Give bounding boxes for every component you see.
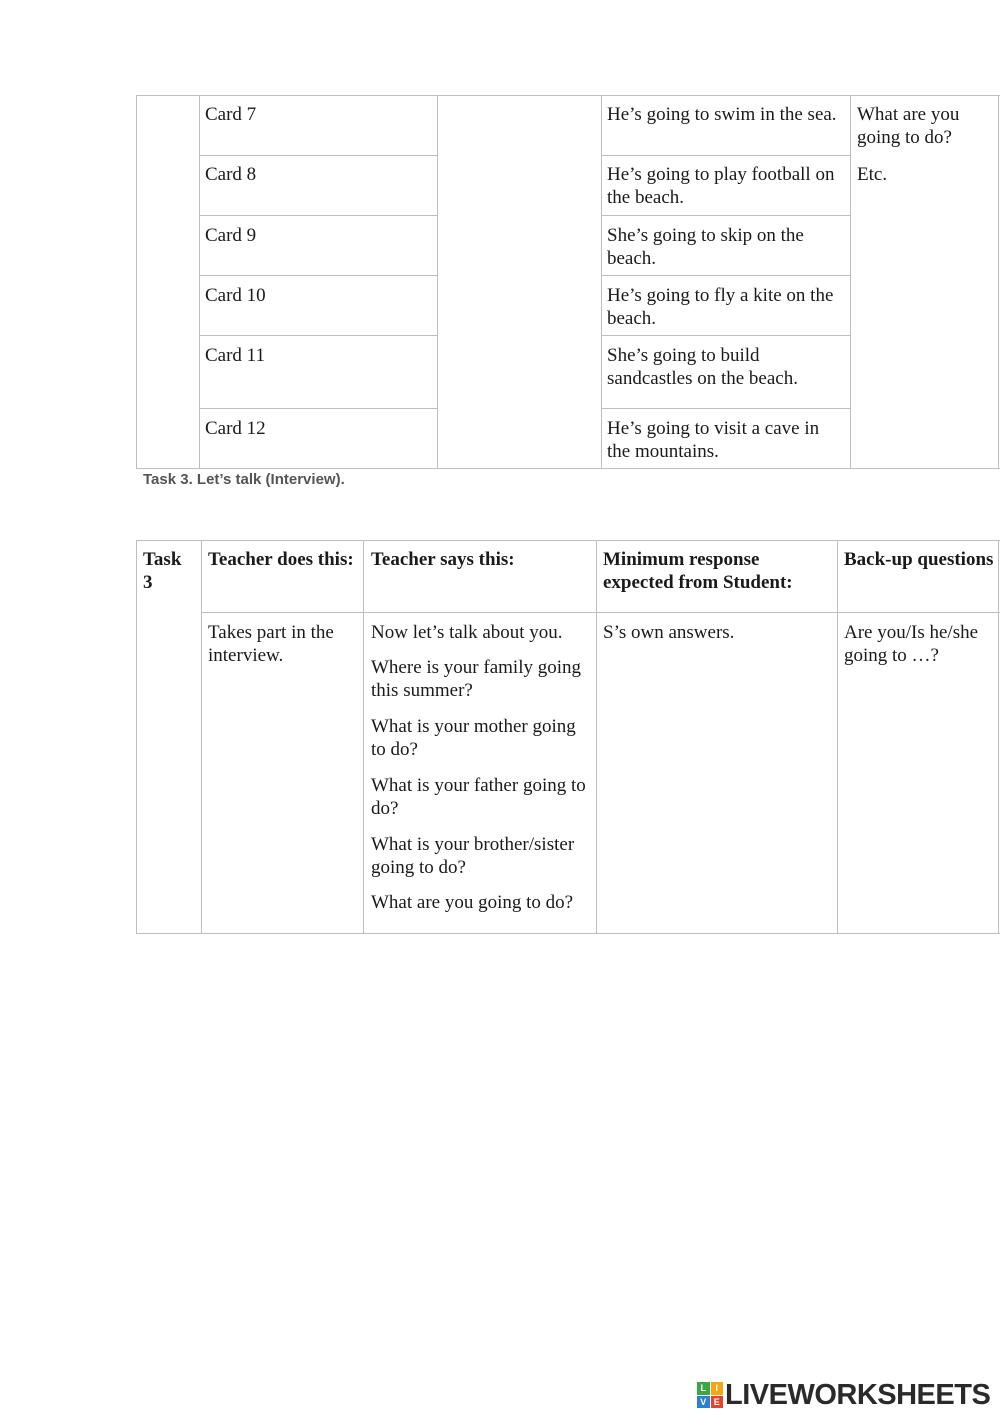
card-label: Card 9 bbox=[205, 225, 257, 246]
expected-response: He’s going to fly a kite on the beach. bbox=[607, 285, 834, 329]
teacher-says-line: What is your father going to do? bbox=[371, 775, 586, 819]
expected-response: She’s going to skip on the beach. bbox=[607, 225, 804, 269]
teacher-says-line: Now let’s talk about you. bbox=[371, 622, 563, 643]
teacher-says-line: What are you going to do? bbox=[371, 892, 574, 913]
header-backup: Back-up questions bbox=[844, 549, 994, 570]
card-label: Card 10 bbox=[205, 285, 266, 306]
header-task: Task 3 bbox=[143, 549, 182, 593]
teacher-does-text: Takes part in the interview. bbox=[208, 622, 334, 666]
teacher-says-line: What is your brother/sister going to do? bbox=[371, 834, 575, 878]
liveworksheets-logo bbox=[697, 1378, 990, 1412]
teacher-says-line: Where is your family going this summer? bbox=[371, 657, 582, 701]
backup-text: Are you/Is he/she going to …? bbox=[844, 622, 979, 666]
header-teacher-does: Teacher does this: bbox=[208, 549, 354, 570]
card-label: Card 12 bbox=[205, 418, 266, 439]
card-label: Card 8 bbox=[205, 164, 257, 185]
task3-caption: Task 3. Let’s talk (Interview). bbox=[143, 471, 345, 488]
header-teacher-says: Teacher says this: bbox=[371, 549, 515, 570]
backup-etc: Etc. bbox=[857, 164, 888, 185]
expected-response: He’s going to play football on the beach. bbox=[607, 164, 835, 208]
min-response-text: S’s own answers. bbox=[603, 622, 735, 643]
expected-response: He’s going to swim in the sea. bbox=[607, 104, 837, 125]
backup-question: What are you going to do? bbox=[857, 104, 960, 148]
expected-response: She’s going to build sandcastles on the beach. bbox=[607, 345, 798, 389]
teacher-says-line: What is your mother going to do? bbox=[371, 716, 576, 760]
card-label: Card 7 bbox=[205, 104, 257, 125]
logo-text: LIVEWORKSHEETS bbox=[725, 1378, 991, 1411]
logo-mark-icon: L I V E bbox=[697, 1382, 723, 1408]
card-label: Card 11 bbox=[205, 345, 265, 366]
expected-response: He’s going to visit a cave in the mountains. bbox=[607, 418, 820, 462]
header-min-response: Minimum response expected from Student: bbox=[603, 549, 793, 593]
